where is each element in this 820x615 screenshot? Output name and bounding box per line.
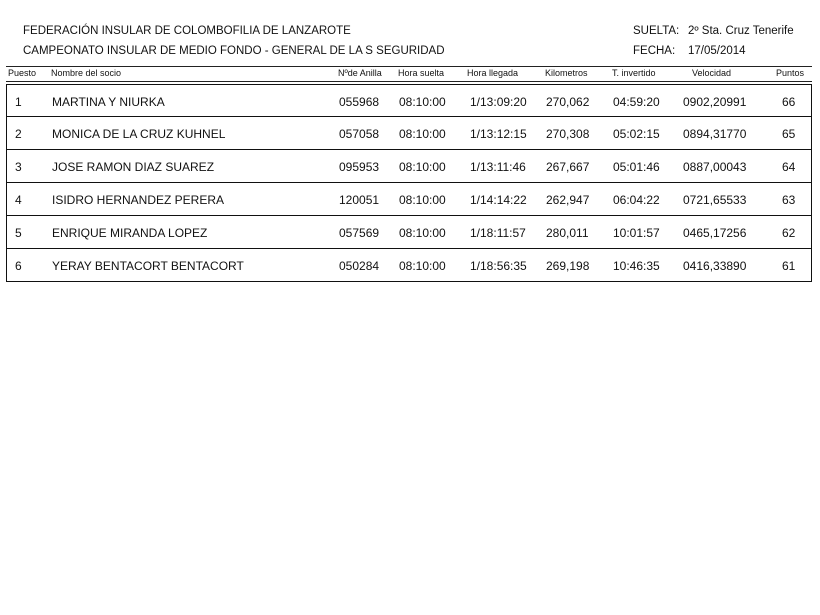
cell-name: MONICA DE LA CRUZ KUHNEL	[52, 127, 226, 141]
cell-speed: 0465,17256	[683, 226, 747, 240]
cell-time: 10:01:57	[613, 226, 660, 240]
cell-pos: 5	[15, 226, 22, 240]
cell-points: 61	[782, 259, 796, 273]
cell-pos: 6	[15, 259, 22, 273]
cell-points: 64	[782, 160, 796, 174]
cell-name: ISIDRO HERNANDEZ PERERA	[52, 193, 225, 207]
table-row	[6, 249, 812, 282]
col-header-pos: Puesto	[8, 68, 37, 78]
cell-arrival: 1/18:56:35	[470, 259, 527, 273]
cell-ring: 055968	[339, 95, 380, 109]
federation-title: FEDERACIÓN INSULAR DE COLOMBOFILIA DE LANZAROTE	[23, 25, 351, 37]
cell-pos: 1	[15, 95, 22, 109]
table-row	[6, 150, 812, 183]
table-row	[6, 216, 812, 249]
cell-points: 63	[782, 193, 796, 207]
cell-release: 08:10:00	[399, 95, 446, 109]
cell-release: 08:10:00	[399, 127, 446, 141]
table-header-row	[6, 66, 812, 82]
table-row	[6, 117, 812, 150]
cell-speed: 0887,00043	[683, 160, 747, 174]
cell-pos: 3	[15, 160, 22, 174]
cell-km: 270,062	[546, 95, 590, 109]
cell-time: 04:59:20	[613, 95, 660, 109]
col-header-time: T. invertido	[612, 68, 656, 78]
cell-time: 05:01:46	[613, 160, 660, 174]
cell-speed: 0721,65533	[683, 193, 747, 207]
cell-speed: 0894,31770	[683, 127, 747, 141]
cell-time: 06:04:22	[613, 193, 660, 207]
cell-arrival: 1/13:09:20	[470, 95, 527, 109]
cell-ring: 057569	[339, 226, 380, 240]
cell-km: 267,667	[546, 160, 590, 174]
release-label: SUELTA:	[633, 25, 680, 37]
cell-ring: 050284	[339, 259, 380, 273]
col-header-km: Kilometros	[545, 68, 588, 78]
cell-name: MARTINA Y NIURKA	[52, 95, 165, 109]
cell-speed: 0416,33890	[683, 259, 747, 273]
cell-ring: 120051	[339, 193, 380, 207]
cell-km: 280,011	[546, 226, 589, 240]
championship-title: CAMPEONATO INSULAR DE MEDIO FONDO - GENERAL DE LA S SEGURIDAD	[23, 45, 445, 57]
col-header-points: Puntos	[776, 68, 805, 78]
date-value: 17/05/2014	[688, 45, 746, 57]
cell-arrival: 1/13:11:46	[470, 160, 526, 174]
table-body	[6, 84, 812, 282]
cell-release: 08:10:00	[399, 160, 446, 174]
cell-name: JOSE RAMON DIAZ SUAREZ	[52, 160, 215, 174]
col-header-ring: Nºde Anilla	[338, 68, 382, 78]
cell-release: 08:10:00	[399, 193, 446, 207]
cell-ring: 057058	[339, 127, 380, 141]
cell-release: 08:10:00	[399, 226, 446, 240]
cell-km: 262,947	[546, 193, 590, 207]
table-row	[6, 84, 812, 117]
table-row	[6, 183, 812, 216]
cell-points: 62	[782, 226, 796, 240]
date-label: FECHA:	[633, 45, 676, 57]
results-table	[6, 66, 812, 282]
cell-speed: 0902,20991	[683, 95, 747, 109]
col-header-release: Hora suelta	[398, 68, 445, 78]
cell-name: ENRIQUE MIRANDA LOPEZ	[52, 226, 208, 240]
cell-km: 269,198	[546, 259, 590, 273]
cell-points: 65	[782, 127, 796, 141]
col-header-name: Nombre del socio	[51, 68, 122, 78]
cell-time: 10:46:35	[613, 259, 660, 273]
cell-release: 08:10:00	[399, 259, 446, 273]
cell-arrival: 1/13:12:15	[470, 127, 527, 141]
cell-pos: 2	[15, 127, 22, 141]
col-header-speed: Velocidad	[692, 68, 732, 78]
cell-pos: 4	[15, 193, 22, 207]
release-value: 2º Sta. Cruz Tenerife	[688, 25, 794, 37]
cell-km: 270,308	[546, 127, 590, 141]
cell-time: 05:02:15	[613, 127, 660, 141]
cell-arrival: 1/18:11:57	[470, 226, 526, 240]
cell-arrival: 1/14:14:22	[470, 193, 527, 207]
cell-ring: 095953	[339, 160, 380, 174]
cell-name: YERAY BENTACORT BENTACORT	[52, 259, 244, 273]
cell-points: 66	[782, 95, 796, 109]
col-header-arrival: Hora llegada	[467, 68, 519, 78]
